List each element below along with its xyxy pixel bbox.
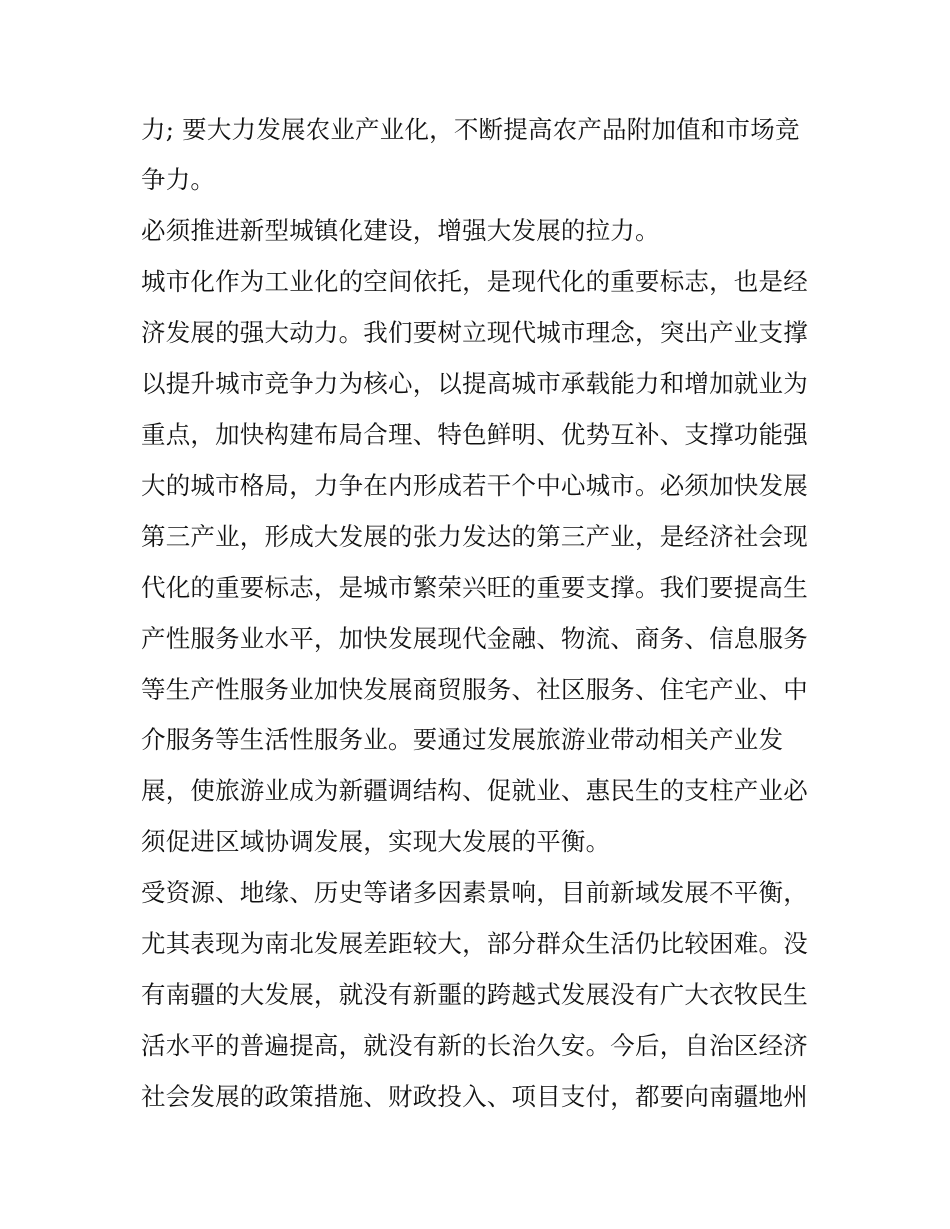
text-line: 力; 要大力发展农业产业化，不断提高农产品附加值和市场竞 bbox=[141, 115, 800, 144]
text-line: 产性服务业水平，加快发展现代金融、物流、商务、信息服务 bbox=[141, 624, 808, 653]
text-line: 社会发展的政策措施、财政投入、项目支付，都要向南疆地州 bbox=[141, 1082, 808, 1111]
text-line: 争力。 bbox=[141, 165, 216, 194]
text-line: 展，使旅游业成为新疆调结构、促就业、惠民生的支柱产业必 bbox=[141, 776, 808, 805]
text-line: 尤其表现为南北发展差距较大，部分群众生活仍比较困难。没 bbox=[141, 929, 808, 958]
text-line: 活水平的普遍提高，就没有新的长治久安。今后，自治区经济 bbox=[141, 1031, 808, 1060]
text-line: 济发展的强大动力。我们要树立现代城市理念，突出产业支撑 bbox=[141, 318, 808, 347]
text-line: 必须推进新型城镇化建设，增强大发展的拉力。 bbox=[141, 216, 660, 245]
text-line: 以提升城市竞争力为核心，以提高城市承载能力和增加就业为 bbox=[141, 369, 808, 398]
text-line: 等生产性服务业加快发展商贸服务、社区服务、住宅产业、中 bbox=[141, 675, 808, 704]
text-line: 代化的重要标志，是城市繁荣兴旺的重要支撑。我们要提高生 bbox=[141, 573, 808, 602]
text-line: 受资源、地缘、历史等诸多因素景响，目前新域发展不平衡， bbox=[141, 878, 808, 907]
text-line: 大的城市格局，力争在内形成若干个中心城市。必须加快发展 bbox=[141, 471, 808, 500]
text-line: 城市化作为工业化的空间依托，是现代化的重要标志，也是经 bbox=[141, 267, 808, 296]
text-line: 有南疆的大发展，就没有新噩的跨越式发展没有广大衣牧民生 bbox=[141, 980, 808, 1009]
text-line: 第三产业，形成大发展的张力发达的第三产业，是经济社会现 bbox=[141, 522, 808, 551]
text-line: 须促进区域协调发展，实现大发展的平衡。 bbox=[141, 827, 611, 856]
text-line: 介服务等生活性服务业。要通过发展旅游业带动相关产业发 bbox=[141, 725, 784, 754]
text-line: 重点，加快构建布局合理、特色鲜明、优势互补、支撑功能强 bbox=[141, 420, 808, 449]
